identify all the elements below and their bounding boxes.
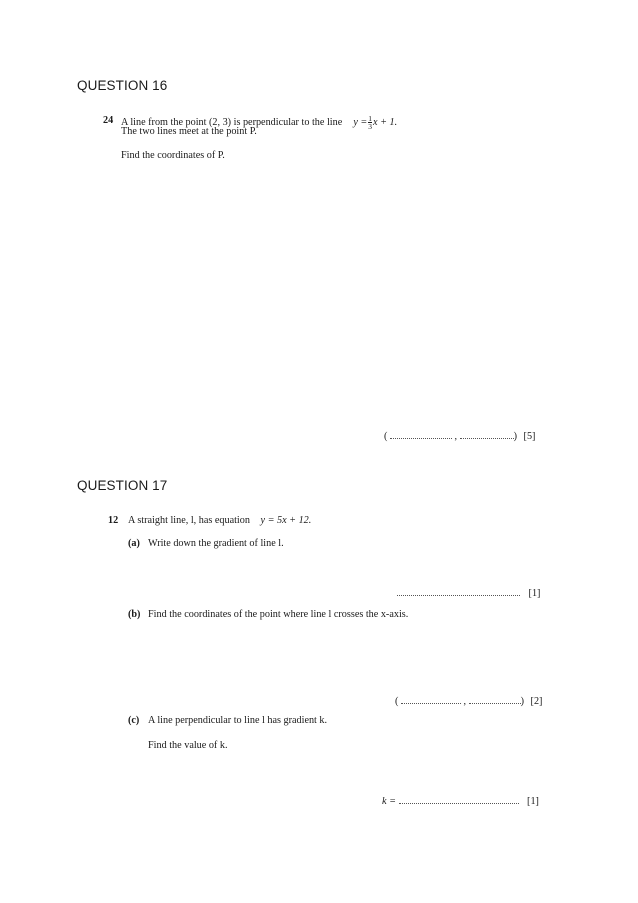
part-b-close-paren: ) [520,696,524,707]
part-a-answer-line [397,587,540,600]
fraction-numerator: 1 [368,114,373,123]
equation-rhs: x + 1. [373,116,398,128]
part-c-answer-blank[interactable] [399,795,519,804]
part-b-text: Find the coordinates of the point where line l crosses the x-axis. [148,609,409,620]
answer-comma: , [454,431,458,442]
question-24-instruction: Find the coordinates of P. [121,150,225,161]
part-a-text: Write down the gradient of line l. [148,538,284,549]
question-24-line2: The two lines meet at the point P. [121,126,257,137]
question-17-heading: QUESTION 17 [77,478,168,493]
fraction-denominator: 3 [368,122,373,131]
part-b-label: (b) [128,609,141,620]
question-16-heading: QUESTION 16 [77,78,168,93]
question-24-answer-line [384,430,535,443]
question-24-marks: [5] [523,431,536,442]
part-b-comma: , [463,696,467,707]
question-12-stem [128,515,311,527]
question-24-stem-text: A line from the point (2, 3) is perpendicular to the line [121,116,343,128]
answer-close-paren: ) [513,431,517,442]
part-a-label: (a) [128,538,140,549]
part-b-open-paren: ( [395,696,399,707]
part-c-label: (c) [128,715,140,726]
part-b-marks: [2] [530,696,543,707]
part-c-text: A line perpendicular to line l has gradient k. [148,715,328,726]
answer-x-blank[interactable] [390,430,452,439]
question-12-number: 12 [108,515,119,526]
answer-y-blank[interactable] [460,430,514,439]
part-c-marks: [1] [527,796,539,807]
part-c-answer-line [382,795,539,808]
question-24-number: 24 [103,115,114,126]
equation-lhs: y = [353,116,368,128]
part-c-instruction: Find the value of k. [148,740,228,751]
part-b-x-blank[interactable] [401,695,461,704]
part-c-answer-label: k = [382,796,396,807]
fraction-one-third [368,115,372,130]
answer-open-paren: ( [384,431,388,442]
part-b-answer-line [395,695,542,708]
question-12-equation: y = 5x + 12. [260,515,312,526]
part-a-marks: [1] [528,588,541,599]
part-b-y-blank[interactable] [469,695,521,704]
part-a-answer-blank[interactable] [397,587,520,596]
question-12-stem-text: A straight line, l, has equation [128,515,250,526]
